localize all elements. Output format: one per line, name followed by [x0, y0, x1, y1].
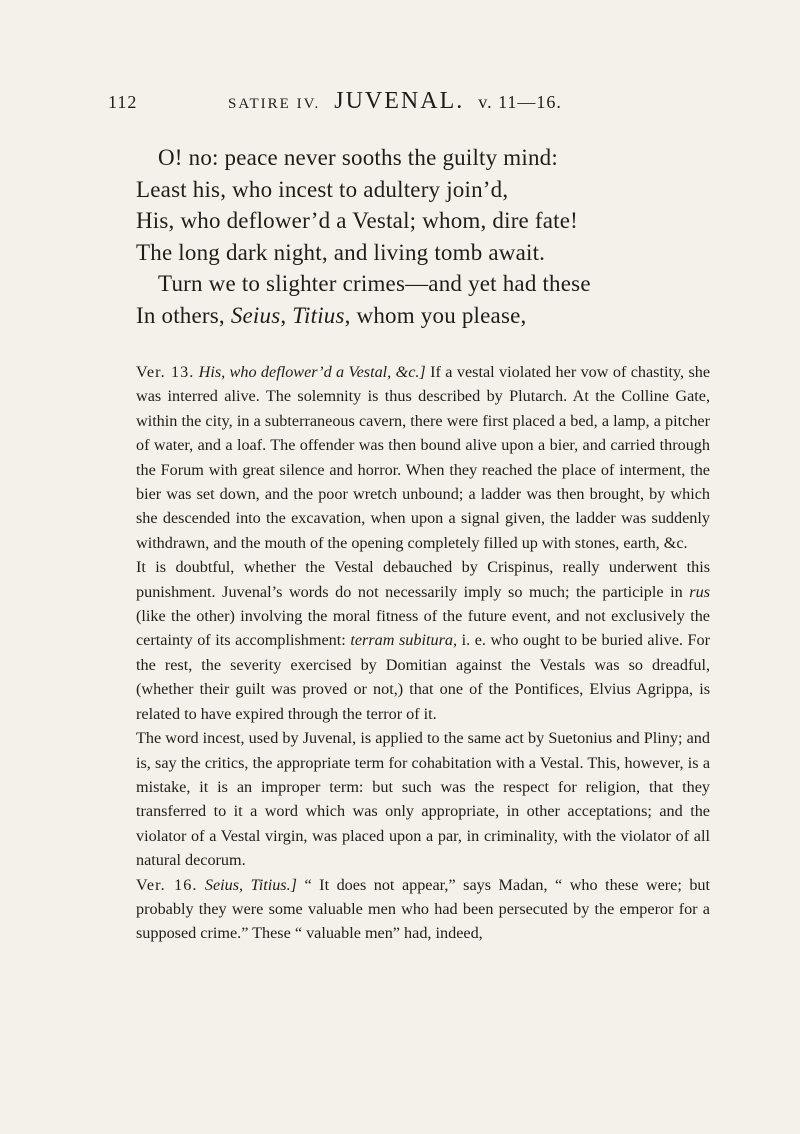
- name-seius: Seius: [230, 302, 281, 328]
- note-head: Ver. 16.: [136, 875, 198, 894]
- running-header: [108, 88, 700, 118]
- note-text: i. e. who ought to be buried alive. For the rest, the severity exercised by Domitian against the Vestals was so dreadful, (whether their guilt was proved or not,) that one of the Pontifices, Elvius Agrippa, is related to have expired through the terror of it.: [136, 631, 711, 723]
- footnotes: [136, 360, 710, 946]
- note-paragraph-crispinus: [136, 555, 710, 726]
- poem-line: In others, Seius, Titius, whom you please,: [136, 302, 527, 328]
- note-lemma: Seius, Titius.]: [204, 875, 297, 894]
- note-text: It is doubtful, whether the Vestal debauched by Crispinus, really underwent this punishment. Juvenal’s words do not necessarily imply so much; the participle in: [136, 558, 710, 601]
- poem-line: Turn we to slighter crimes—and yet had these: [158, 271, 591, 296]
- poem-line: O! no: peace never sooths the guilty mind:: [158, 145, 558, 170]
- note-italic: rus: [689, 582, 710, 601]
- note-text: If a vestal violated her vow of chastity, she was interred alive. The solemnity is thus described by Plutarch. At the Colline Gate, within the city, in a subterraneous cavern, there were first placed a bed, a lamp, a pitcher of water, and a loaf. The offender was then bound alive upon a bier, and carried through the Forum with great silence and horror. When they reached the place of interment, the bier was set down, and the poor wretch unbound; a ladder was then brought, by which she descended into the excavation, when upon a signal given, the ladder was suddenly withdrawn, and the mouth of the opening completely filled up with stones, earth, &c.: [136, 363, 711, 552]
- poem-fragment: In others,: [136, 302, 225, 328]
- name-titius: Titius: [292, 302, 345, 328]
- poem-fragment: whom you please,: [356, 302, 527, 328]
- note-italic: terram subitura,: [350, 631, 458, 650]
- note-text: (like the other) involving the moral fitness of the future event, and not exclusively the certainty of its accomplishment:: [136, 607, 710, 650]
- note-paragraph-incest: The word incest, used by Juvenal, is applied to the same act by Suetonius and Pliny; and is, say the critics, the appropriate term for cohabitation with a Vestal. This, however, is a mistake, it is an improper term: but such was the respect for religion, that they transferred to it a word which was only appropriate, in other acceptations; and the violator of a Vestal virgin, was placed upon a par, in criminality, with the violator of all natural decorum.: [136, 729, 710, 870]
- note-text: “ It does not appear,” says Madan, “ who these were; but probably they were some valuable men who had been persecuted by the emperor for a supposed crime.” These “ valuable men” had, indeed,: [136, 875, 711, 943]
- poem-line: Least his, who incest to adultery join’d,: [136, 176, 509, 202]
- note-verse-16: [136, 873, 710, 946]
- note-verse-13: [136, 360, 710, 555]
- page-number: 112: [108, 92, 138, 112]
- running-title: [228, 88, 562, 115]
- poem-text: [136, 142, 696, 331]
- verse-range: v. 11—16.: [478, 92, 562, 112]
- note-head: Ver. 13.: [136, 363, 195, 381]
- poem-line: The long dark night, and living tomb await.: [136, 239, 546, 265]
- note-lemma: His, who deflower’d a Vestal, &c.]: [198, 363, 426, 381]
- poem-line: His, who deflower’d a Vestal; whom, dire fate!: [136, 208, 579, 233]
- satire-label: SATIRE IV.: [228, 96, 321, 112]
- author-name: JUVENAL.: [334, 88, 465, 114]
